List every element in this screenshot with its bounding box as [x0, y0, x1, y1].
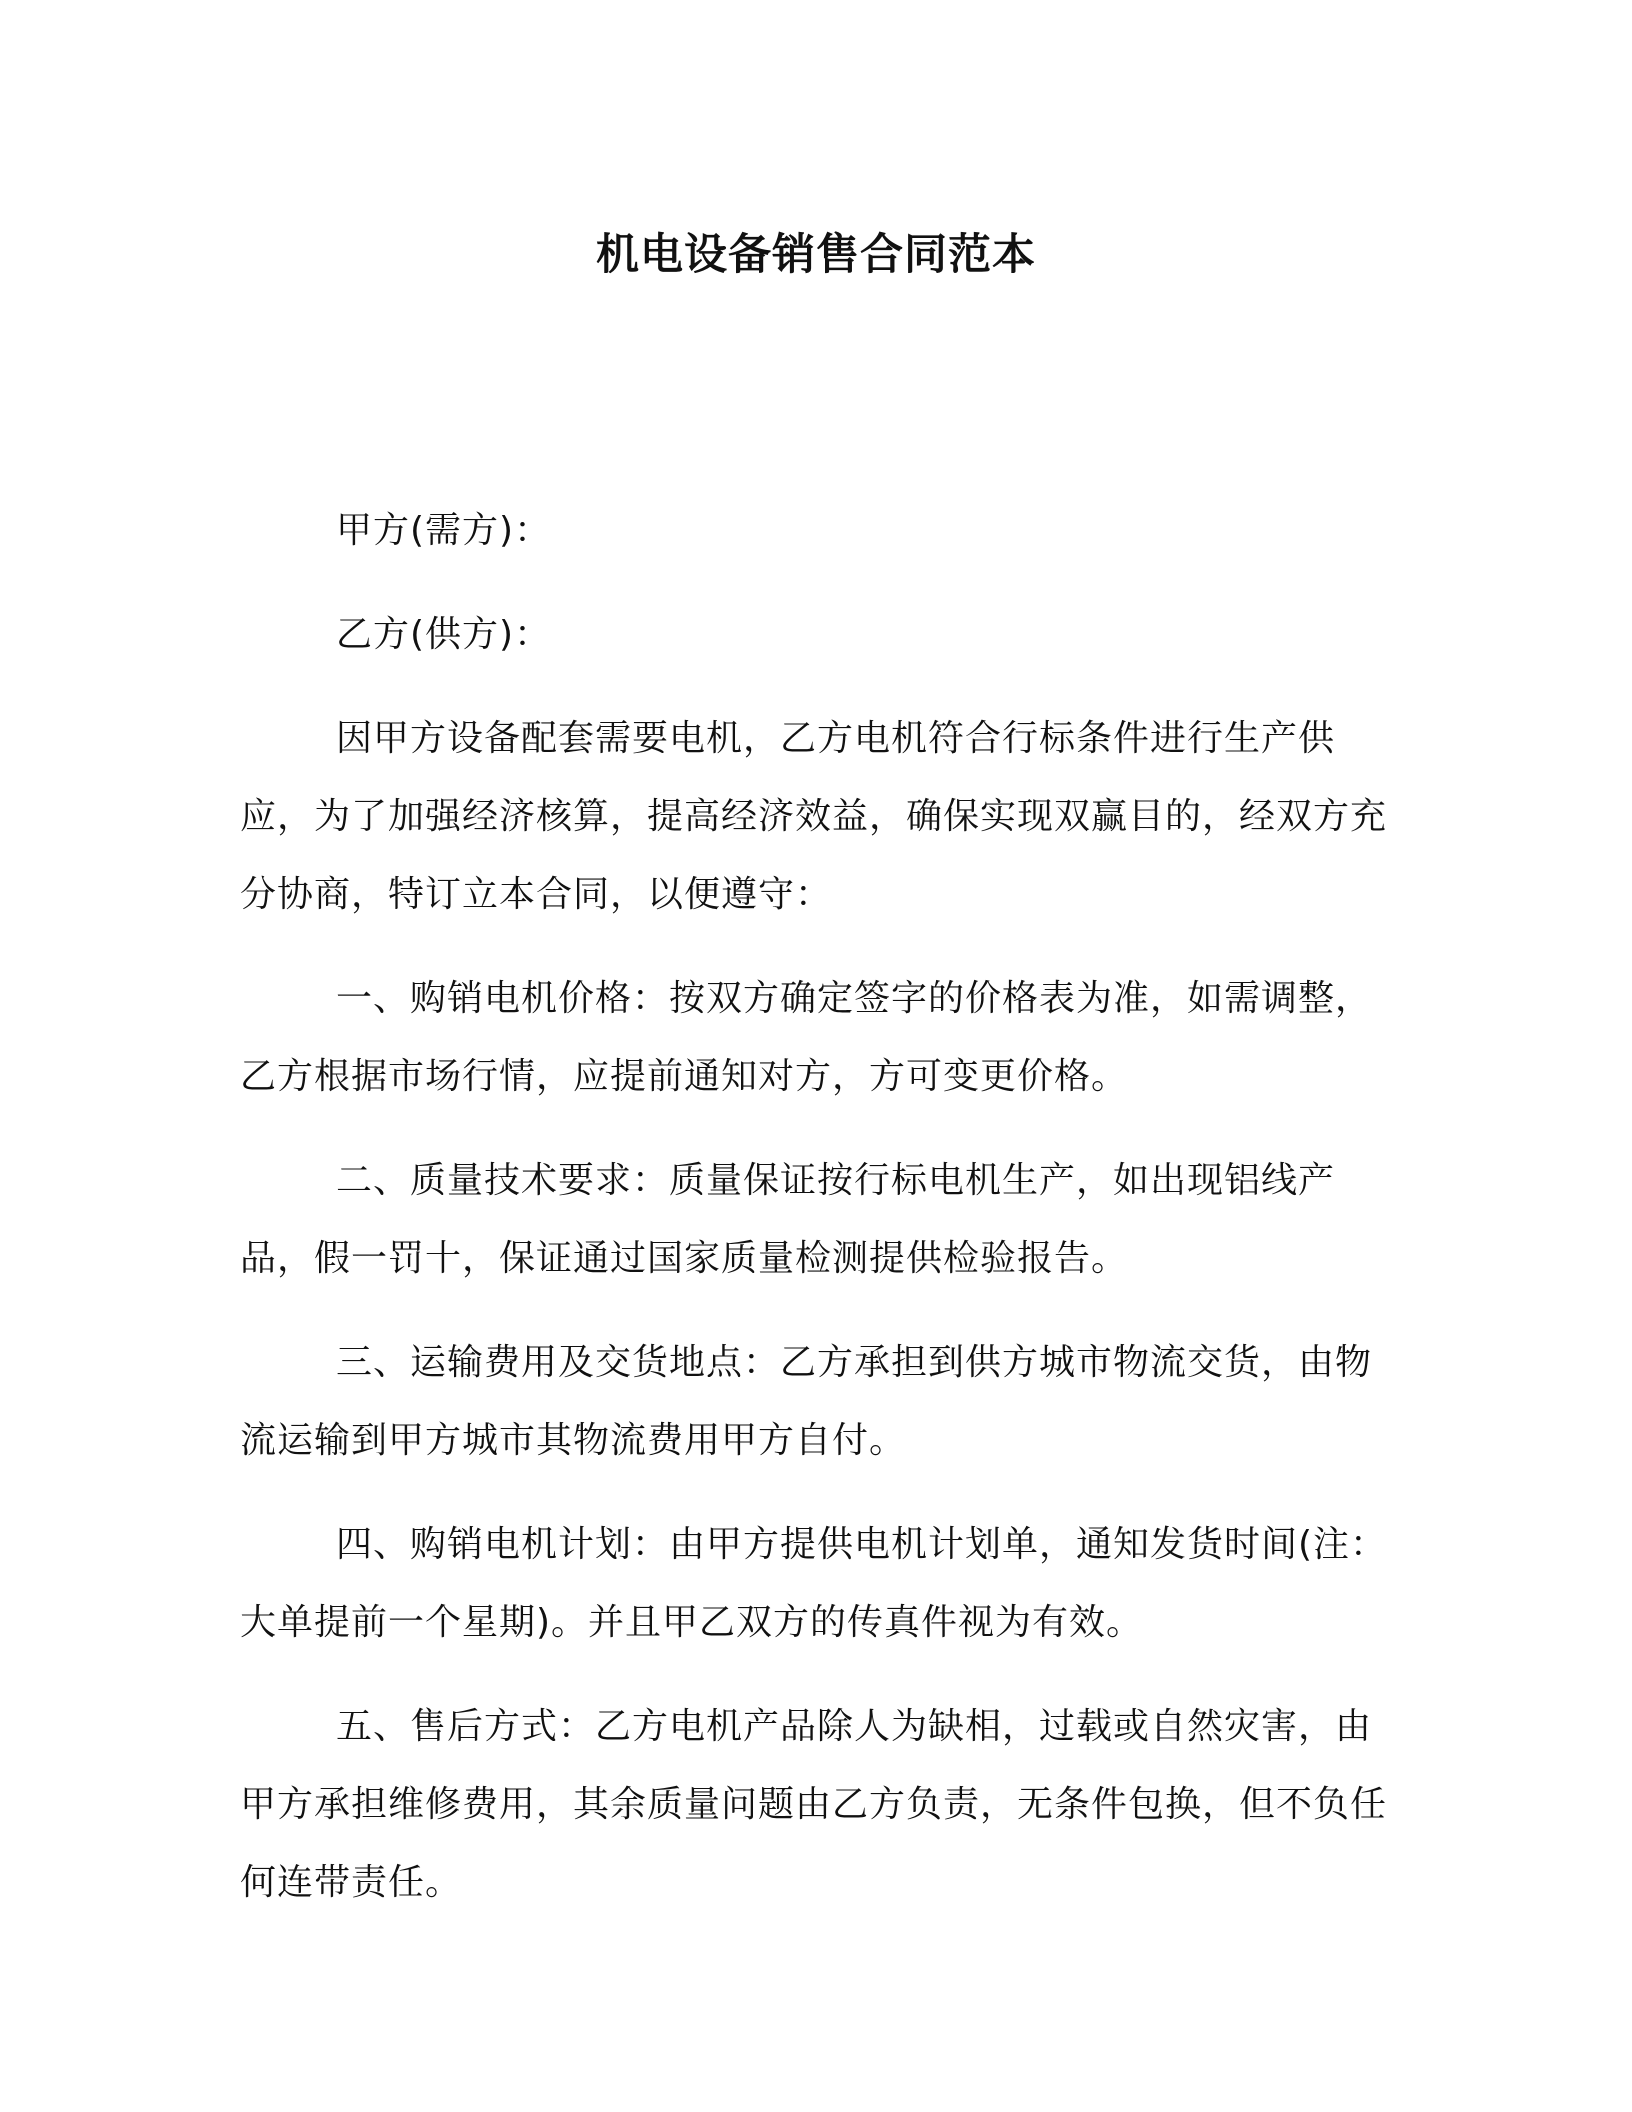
document-title: 机电设备销售合同范本: [596, 230, 1036, 280]
party-b-line: 乙方(供方)：: [336, 614, 552, 655]
intro-paragraph: 因甲方设备配套需要电机，乙方电机符合行标条件进行生产供应，为了加强经济核算，提高经济效益，确保实现双赢目的，经双方充分协商，特订立本合同，以便遵守：: [240, 718, 1388, 915]
clause-3: 三、运输费用及交货地点：乙方承担到供方城市物流交货，由物流运输到甲方城市其物流费用甲方自付。: [240, 1342, 1373, 1461]
document-body: [240, 492, 1400, 1948]
clause-1: 一、购销电机价格：按双方确定签字的价格表为准，如需调整，乙方根据市场行情，应提前通知对方，方可变更价格。: [240, 978, 1373, 1097]
clause-4: 四、购销电机计划：由甲方提供电机计划单，通知发货时间(注：大单提前一个星期)。并且甲乙双方的传真件视为有效。: [240, 1524, 1388, 1643]
party-a-line: 甲方(需方)：: [336, 510, 552, 551]
clause-2: 二、质量技术要求：质量保证按行标电机生产，如出现铝线产品，假一罚十，保证通过国家质量检测提供检验报告。: [240, 1160, 1336, 1279]
clause-5: 五、售后方式：乙方电机产品除人为缺相，过载或自然灾害，由甲方承担维修费用，其余质量问题由乙方负责，无条件包换，但不负任何连带责任。: [240, 1706, 1388, 1903]
